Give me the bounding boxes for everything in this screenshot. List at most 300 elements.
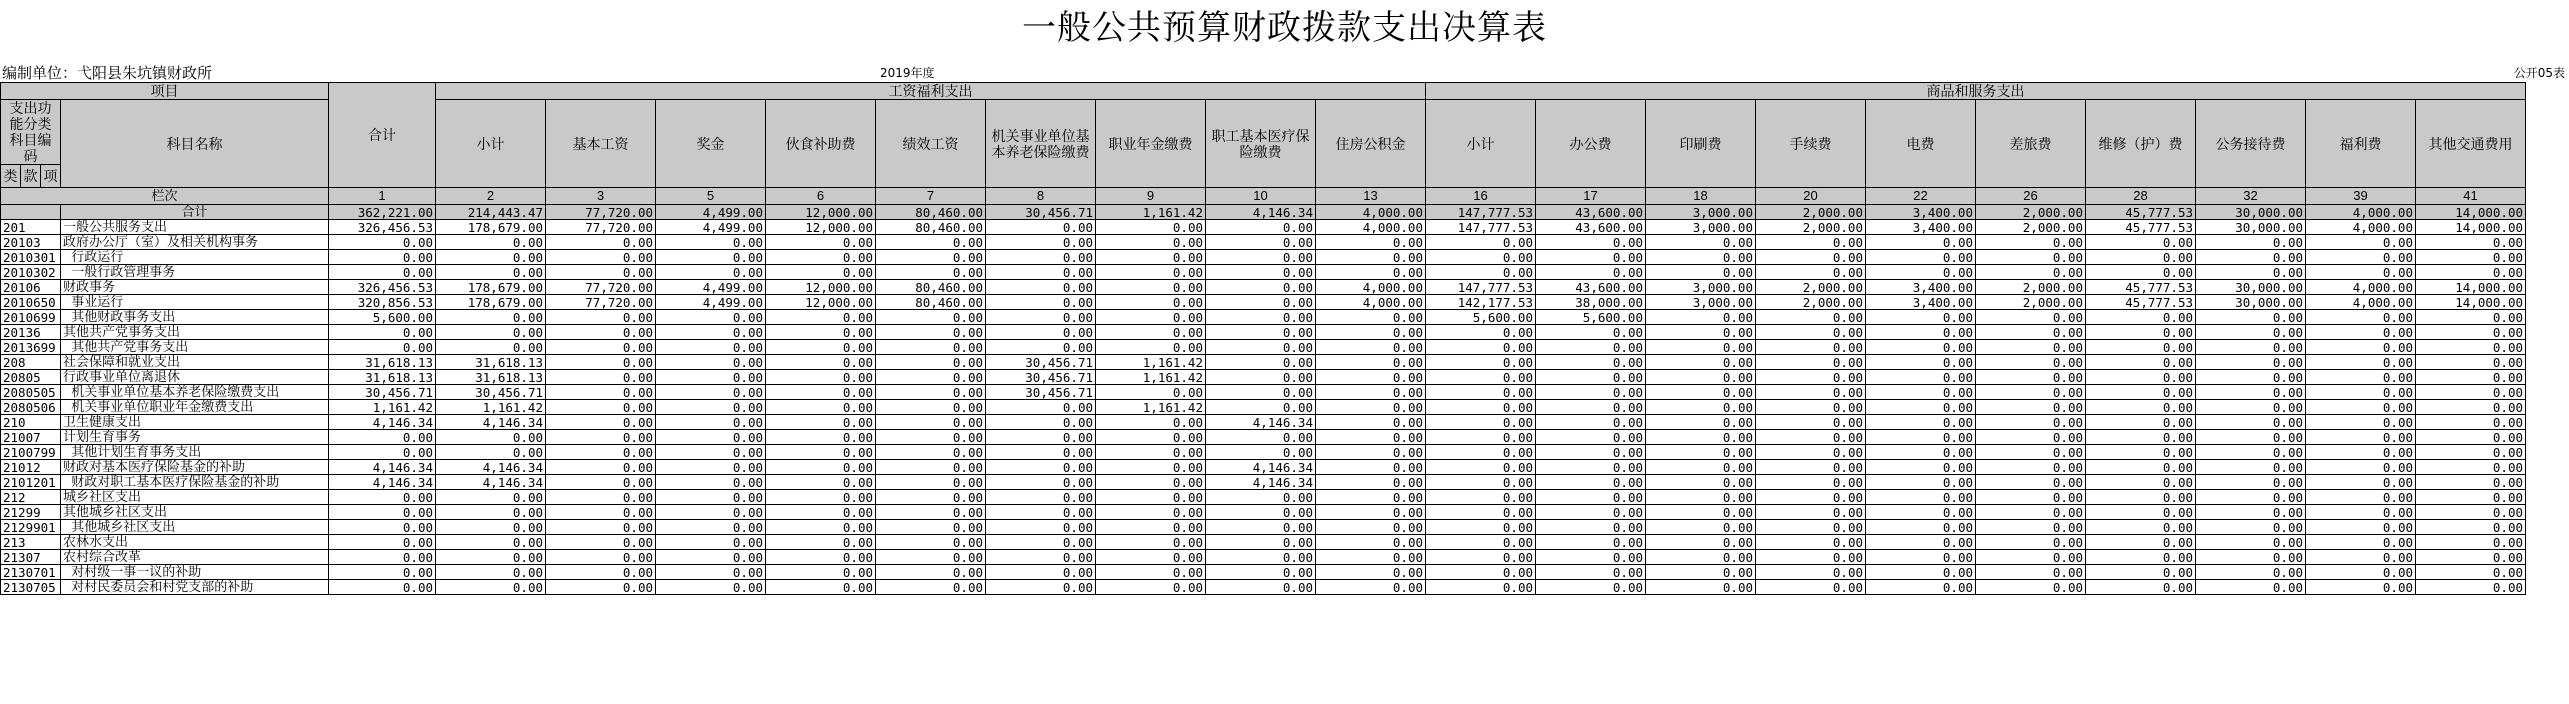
value-cell: 0.00 — [1756, 550, 1866, 565]
column-header: 住房公积金 — [1316, 100, 1426, 188]
table-row — [1, 490, 2526, 505]
total-value-cell: 2,000.00 — [1976, 205, 2086, 220]
value-cell: 0.00 — [546, 430, 656, 445]
table-row — [1, 580, 2526, 595]
subject-code-cell: 2130705 — [1, 580, 61, 595]
value-cell: 0.00 — [546, 355, 656, 370]
value-cell: 0.00 — [766, 460, 876, 475]
value-cell: 0.00 — [656, 520, 766, 535]
value-cell: 0.00 — [1536, 265, 1646, 280]
table-row — [1, 520, 2526, 535]
value-cell: 0.00 — [2416, 490, 2526, 505]
value-cell: 0.00 — [1536, 250, 1646, 265]
value-cell: 0.00 — [1426, 550, 1536, 565]
value-cell: 0.00 — [1536, 430, 1646, 445]
value-cell: 0.00 — [656, 505, 766, 520]
value-cell: 0.00 — [1866, 520, 1976, 535]
value-cell: 0.00 — [1096, 415, 1206, 430]
value-cell: 0.00 — [1756, 460, 1866, 475]
value-cell: 0.00 — [436, 250, 546, 265]
value-cell: 0.00 — [986, 490, 1096, 505]
value-cell: 0.00 — [1316, 385, 1426, 400]
value-cell: 0.00 — [876, 235, 986, 250]
value-cell: 0.00 — [1866, 400, 1976, 415]
value-cell: 0.00 — [876, 460, 986, 475]
total-value-cell: 362,221.00 — [329, 205, 436, 220]
subject-name-cell: 其他共产党事务支出 — [61, 340, 329, 355]
value-cell: 4,499.00 — [656, 295, 766, 310]
value-cell: 3,000.00 — [1646, 295, 1756, 310]
value-cell: 0.00 — [436, 325, 546, 340]
value-cell: 0.00 — [1096, 535, 1206, 550]
total-value-cell: 12,000.00 — [766, 205, 876, 220]
value-cell: 0.00 — [1426, 370, 1536, 385]
value-cell: 0.00 — [656, 415, 766, 430]
value-cell: 0.00 — [2416, 355, 2526, 370]
value-cell: 4,000.00 — [2306, 220, 2416, 235]
value-cell: 0.00 — [1316, 355, 1426, 370]
lei-header: 类 — [1, 165, 21, 188]
value-cell: 0.00 — [2086, 340, 2196, 355]
value-cell: 0.00 — [1536, 445, 1646, 460]
subject-code-cell: 21307 — [1, 550, 61, 565]
value-cell: 0.00 — [1866, 430, 1976, 445]
value-cell: 0.00 — [2086, 445, 2196, 460]
value-cell: 0.00 — [2196, 430, 2306, 445]
value-cell: 0.00 — [2086, 430, 2196, 445]
value-cell: 0.00 — [1866, 550, 1976, 565]
subject-code-cell: 2101201 — [1, 475, 61, 490]
subject-code-cell: 2080505 — [1, 385, 61, 400]
value-cell: 0.00 — [1316, 550, 1426, 565]
value-cell: 0.00 — [2416, 475, 2526, 490]
value-cell: 0.00 — [1756, 340, 1866, 355]
subject-name-cell: 一般公共服务支出 — [61, 220, 329, 235]
value-cell: 0.00 — [1646, 460, 1756, 475]
value-cell: 0.00 — [2196, 400, 2306, 415]
value-cell: 0.00 — [546, 535, 656, 550]
value-cell: 0.00 — [1536, 490, 1646, 505]
column-header: 小计 — [1426, 100, 1536, 188]
table-row — [1, 265, 2526, 280]
table-row — [1, 505, 2526, 520]
value-cell: 0.00 — [1096, 520, 1206, 535]
value-cell: 0.00 — [1976, 265, 2086, 280]
value-cell: 0.00 — [1646, 385, 1756, 400]
value-cell: 0.00 — [2306, 550, 2416, 565]
value-cell: 0.00 — [1206, 220, 1316, 235]
subject-code-cell: 2010301 — [1, 250, 61, 265]
value-cell: 4,146.34 — [436, 460, 546, 475]
value-cell: 0.00 — [876, 340, 986, 355]
value-cell: 0.00 — [766, 250, 876, 265]
value-cell: 0.00 — [2306, 325, 2416, 340]
total-value-cell: 3,400.00 — [1866, 205, 1976, 220]
value-cell: 0.00 — [1426, 355, 1536, 370]
value-cell: 0.00 — [1646, 265, 1756, 280]
column-number: 26 — [1976, 188, 2086, 205]
value-cell: 0.00 — [1756, 580, 1866, 595]
value-cell: 4,499.00 — [656, 280, 766, 295]
subject-name-cell: 城乡社区支出 — [61, 490, 329, 505]
column-number: 22 — [1866, 188, 1976, 205]
value-cell: 0.00 — [2416, 565, 2526, 580]
value-cell: 0.00 — [2416, 400, 2526, 415]
table-body — [1, 205, 2526, 595]
subject-name-cell: 对村级一事一议的补助 — [61, 565, 329, 580]
value-cell: 5,600.00 — [1426, 310, 1536, 325]
value-cell: 0.00 — [766, 325, 876, 340]
total-value-cell: 4,000.00 — [2306, 205, 2416, 220]
value-cell: 0.00 — [1866, 265, 1976, 280]
value-cell: 0.00 — [329, 250, 436, 265]
value-cell: 0.00 — [546, 340, 656, 355]
table-row — [1, 280, 2526, 295]
value-cell: 0.00 — [876, 565, 986, 580]
total-value-cell: 45,777.53 — [2086, 205, 2196, 220]
value-cell: 0.00 — [2086, 505, 2196, 520]
total-value-cell: 43,600.00 — [1536, 205, 1646, 220]
value-cell: 38,000.00 — [1536, 295, 1646, 310]
value-cell: 0.00 — [1646, 475, 1756, 490]
value-cell: 0.00 — [766, 535, 876, 550]
value-cell: 0.00 — [329, 580, 436, 595]
value-cell: 0.00 — [1756, 250, 1866, 265]
value-cell: 0.00 — [2306, 385, 2416, 400]
value-cell: 30,000.00 — [2196, 280, 2306, 295]
subject-code-cell: 201 — [1, 220, 61, 235]
value-cell: 0.00 — [2086, 415, 2196, 430]
value-cell: 4,000.00 — [2306, 280, 2416, 295]
value-cell: 0.00 — [546, 310, 656, 325]
value-cell: 0.00 — [1976, 490, 2086, 505]
value-cell: 4,000.00 — [1316, 220, 1426, 235]
value-cell: 0.00 — [1866, 235, 1976, 250]
value-cell: 0.00 — [1646, 415, 1756, 430]
value-cell: 0.00 — [1096, 250, 1206, 265]
value-cell: 0.00 — [1096, 565, 1206, 580]
subject-name-cell: 计划生育事务 — [61, 430, 329, 445]
value-cell: 0.00 — [329, 235, 436, 250]
value-cell: 0.00 — [1096, 475, 1206, 490]
value-cell: 0.00 — [2086, 475, 2196, 490]
value-cell: 0.00 — [1976, 520, 2086, 535]
value-cell: 0.00 — [1316, 370, 1426, 385]
value-cell: 0.00 — [766, 490, 876, 505]
value-cell: 0.00 — [1316, 565, 1426, 580]
value-cell: 0.00 — [1426, 475, 1536, 490]
value-cell: 0.00 — [2416, 235, 2526, 250]
subject-code-cell: 20103 — [1, 235, 61, 250]
value-cell: 0.00 — [766, 430, 876, 445]
value-cell: 0.00 — [546, 370, 656, 385]
value-cell: 0.00 — [1756, 415, 1866, 430]
subject-name-cell: 其他共产党事务支出 — [61, 325, 329, 340]
subject-code-cell: 2010699 — [1, 310, 61, 325]
column-number: 20 — [1756, 188, 1866, 205]
value-cell: 0.00 — [1316, 265, 1426, 280]
value-cell: 0.00 — [546, 460, 656, 475]
value-cell: 0.00 — [2416, 505, 2526, 520]
value-cell: 0.00 — [436, 340, 546, 355]
value-cell: 0.00 — [546, 520, 656, 535]
value-cell: 0.00 — [2086, 490, 2196, 505]
value-cell: 178,679.00 — [436, 280, 546, 295]
value-cell: 0.00 — [1976, 250, 2086, 265]
value-cell: 0.00 — [2416, 265, 2526, 280]
value-cell: 0.00 — [1756, 235, 1866, 250]
unit-label: 编制单位：弋阳县朱坑镇财政所 — [2, 64, 213, 82]
total-value-cell: 4,499.00 — [656, 205, 766, 220]
value-cell: 0.00 — [1426, 445, 1536, 460]
value-cell: 0.00 — [1096, 340, 1206, 355]
value-cell: 0.00 — [876, 520, 986, 535]
value-cell: 0.00 — [436, 565, 546, 580]
value-cell: 0.00 — [1096, 280, 1206, 295]
value-cell: 0.00 — [1536, 415, 1646, 430]
subject-code-cell: 2080506 — [1, 400, 61, 415]
value-cell: 0.00 — [2306, 355, 2416, 370]
value-cell: 0.00 — [1316, 445, 1426, 460]
value-cell: 0.00 — [1096, 445, 1206, 460]
value-cell: 0.00 — [1316, 490, 1426, 505]
value-cell: 0.00 — [1976, 385, 2086, 400]
value-cell: 0.00 — [1866, 310, 1976, 325]
table-row — [1, 325, 2526, 340]
value-cell: 0.00 — [656, 580, 766, 595]
value-cell: 0.00 — [2196, 445, 2306, 460]
value-cell: 0.00 — [2306, 580, 2416, 595]
value-cell: 0.00 — [2196, 520, 2306, 535]
value-cell: 0.00 — [2306, 565, 2416, 580]
table-row — [1, 565, 2526, 580]
value-cell: 31,618.13 — [329, 370, 436, 385]
value-cell: 1,161.42 — [329, 400, 436, 415]
value-cell: 0.00 — [876, 430, 986, 445]
value-cell: 0.00 — [1756, 490, 1866, 505]
value-cell: 0.00 — [2416, 325, 2526, 340]
value-cell: 4,499.00 — [656, 220, 766, 235]
value-cell: 1,161.42 — [1096, 400, 1206, 415]
value-cell: 4,146.34 — [1206, 475, 1316, 490]
value-cell: 2,000.00 — [1756, 280, 1866, 295]
column-number: 17 — [1536, 188, 1646, 205]
value-cell: 0.00 — [1206, 550, 1316, 565]
value-cell: 0.00 — [546, 565, 656, 580]
value-cell: 0.00 — [766, 520, 876, 535]
column-header: 职业年金缴费 — [1096, 100, 1206, 188]
value-cell: 0.00 — [876, 310, 986, 325]
value-cell: 0.00 — [986, 565, 1096, 580]
column-number: 39 — [2306, 188, 2416, 205]
subject-name-cell: 社会保障和就业支出 — [61, 355, 329, 370]
value-cell: 326,456.53 — [329, 220, 436, 235]
value-cell: 0.00 — [2196, 490, 2306, 505]
value-cell: 0.00 — [2086, 370, 2196, 385]
value-cell: 0.00 — [656, 355, 766, 370]
value-cell: 0.00 — [1976, 565, 2086, 580]
value-cell: 0.00 — [1096, 265, 1206, 280]
total-value-cell: 77,720.00 — [546, 205, 656, 220]
value-cell: 0.00 — [2306, 535, 2416, 550]
value-cell: 0.00 — [766, 550, 876, 565]
report-title: 一般公共预算财政拨款支出决算表 — [1022, 8, 1547, 48]
value-cell: 0.00 — [1316, 250, 1426, 265]
column-header: 小计 — [436, 100, 546, 188]
subject-name-cell: 财政事务 — [61, 280, 329, 295]
value-cell: 0.00 — [1646, 325, 1756, 340]
value-cell: 0.00 — [766, 565, 876, 580]
value-cell: 0.00 — [2306, 490, 2416, 505]
value-cell: 0.00 — [1426, 520, 1536, 535]
value-cell: 0.00 — [986, 445, 1096, 460]
value-cell: 0.00 — [2196, 385, 2306, 400]
subject-code-cell: 2013699 — [1, 340, 61, 355]
value-cell: 0.00 — [1756, 445, 1866, 460]
value-cell: 0.00 — [1866, 505, 1976, 520]
salary-group-header: 工资福利支出 — [436, 83, 1426, 100]
subject-code-cell: 21007 — [1, 430, 61, 445]
value-cell: 0.00 — [2416, 370, 2526, 385]
value-cell: 0.00 — [1866, 370, 1976, 385]
value-cell: 0.00 — [656, 475, 766, 490]
value-cell: 0.00 — [1096, 310, 1206, 325]
value-cell: 0.00 — [1976, 580, 2086, 595]
value-cell: 0.00 — [329, 340, 436, 355]
value-cell: 3,400.00 — [1866, 280, 1976, 295]
value-cell: 0.00 — [1096, 460, 1206, 475]
value-cell: 0.00 — [986, 460, 1096, 475]
value-cell: 0.00 — [329, 445, 436, 460]
value-cell: 0.00 — [876, 505, 986, 520]
value-cell: 0.00 — [1536, 580, 1646, 595]
column-header: 绩效工资 — [876, 100, 986, 188]
value-cell: 0.00 — [546, 505, 656, 520]
value-cell: 0.00 — [1206, 340, 1316, 355]
value-cell: 0.00 — [876, 265, 986, 280]
value-cell: 0.00 — [766, 355, 876, 370]
value-cell: 0.00 — [2196, 370, 2306, 385]
value-cell: 0.00 — [656, 235, 766, 250]
value-cell: 0.00 — [2196, 340, 2306, 355]
value-cell: 45,777.53 — [2086, 280, 2196, 295]
value-cell: 0.00 — [546, 385, 656, 400]
subject-name-cell: 事业运行 — [61, 295, 329, 310]
value-cell: 0.00 — [1536, 235, 1646, 250]
value-cell: 45,777.53 — [2086, 220, 2196, 235]
table-row — [1, 250, 2526, 265]
value-cell: 0.00 — [1096, 385, 1206, 400]
value-cell: 4,000.00 — [2306, 295, 2416, 310]
value-cell: 0.00 — [546, 265, 656, 280]
value-cell: 0.00 — [1866, 340, 1976, 355]
value-cell: 0.00 — [1426, 340, 1536, 355]
value-cell: 0.00 — [1756, 520, 1866, 535]
value-cell: 0.00 — [2196, 310, 2306, 325]
value-cell: 0.00 — [1976, 370, 2086, 385]
value-cell: 0.00 — [1976, 445, 2086, 460]
value-cell: 0.00 — [876, 325, 986, 340]
value-cell: 0.00 — [2196, 460, 2306, 475]
value-cell: 0.00 — [1646, 430, 1756, 445]
value-cell: 0.00 — [1646, 505, 1756, 520]
value-cell: 0.00 — [876, 475, 986, 490]
value-cell: 0.00 — [876, 250, 986, 265]
total-value-cell: 80,460.00 — [876, 205, 986, 220]
column-header: 基本工资 — [546, 100, 656, 188]
value-cell: 0.00 — [436, 580, 546, 595]
value-cell: 0.00 — [2306, 460, 2416, 475]
value-cell: 0.00 — [436, 520, 546, 535]
value-cell: 0.00 — [1976, 535, 2086, 550]
value-cell: 0.00 — [766, 445, 876, 460]
value-cell: 0.00 — [436, 550, 546, 565]
column-number: 2 — [436, 188, 546, 205]
value-cell: 0.00 — [546, 550, 656, 565]
value-cell: 0.00 — [1646, 445, 1756, 460]
table-row — [1, 385, 2526, 400]
value-cell: 0.00 — [2416, 310, 2526, 325]
value-cell: 0.00 — [2196, 250, 2306, 265]
value-cell: 0.00 — [656, 370, 766, 385]
value-cell: 0.00 — [2086, 535, 2196, 550]
value-cell: 0.00 — [546, 445, 656, 460]
table-row — [1, 430, 2526, 445]
value-cell: 0.00 — [1206, 310, 1316, 325]
total-value-cell: 147,777.53 — [1426, 205, 1536, 220]
value-cell: 0.00 — [2086, 310, 2196, 325]
value-cell: 0.00 — [1316, 415, 1426, 430]
value-cell: 0.00 — [2086, 235, 2196, 250]
subject-code-cell: 2010650 — [1, 295, 61, 310]
table-row — [1, 370, 2526, 385]
value-cell: 0.00 — [766, 400, 876, 415]
value-cell: 0.00 — [1976, 325, 2086, 340]
value-cell: 0.00 — [2306, 520, 2416, 535]
value-cell: 0.00 — [1096, 490, 1206, 505]
row-index-label: 栏次 — [1, 188, 329, 205]
subject-code-cell: 2010302 — [1, 265, 61, 280]
value-cell: 0.00 — [1866, 565, 1976, 580]
subject-code-cell: 21299 — [1, 505, 61, 520]
value-cell: 0.00 — [2416, 385, 2526, 400]
value-cell: 0.00 — [1426, 580, 1536, 595]
value-cell: 0.00 — [2306, 265, 2416, 280]
value-cell: 0.00 — [2196, 265, 2306, 280]
value-cell: 0.00 — [1866, 445, 1976, 460]
value-cell: 0.00 — [2086, 400, 2196, 415]
subject-name-cell: 其他财政事务支出 — [61, 310, 329, 325]
value-cell: 0.00 — [1976, 235, 2086, 250]
value-cell: 0.00 — [1096, 235, 1206, 250]
subject-code-cell: 20805 — [1, 370, 61, 385]
column-header: 手续费 — [1756, 100, 1866, 188]
value-cell: 31,618.13 — [436, 370, 546, 385]
value-cell: 80,460.00 — [876, 220, 986, 235]
value-cell: 14,000.00 — [2416, 280, 2526, 295]
value-cell: 0.00 — [766, 505, 876, 520]
value-cell: 0.00 — [1646, 490, 1756, 505]
value-cell: 0.00 — [1426, 325, 1536, 340]
value-cell: 80,460.00 — [876, 280, 986, 295]
value-cell: 0.00 — [1976, 340, 2086, 355]
value-cell: 0.00 — [766, 265, 876, 280]
value-cell: 0.00 — [436, 535, 546, 550]
value-cell: 0.00 — [1536, 355, 1646, 370]
value-cell: 0.00 — [1206, 235, 1316, 250]
value-cell: 0.00 — [1866, 580, 1976, 595]
value-cell: 0.00 — [1866, 535, 1976, 550]
